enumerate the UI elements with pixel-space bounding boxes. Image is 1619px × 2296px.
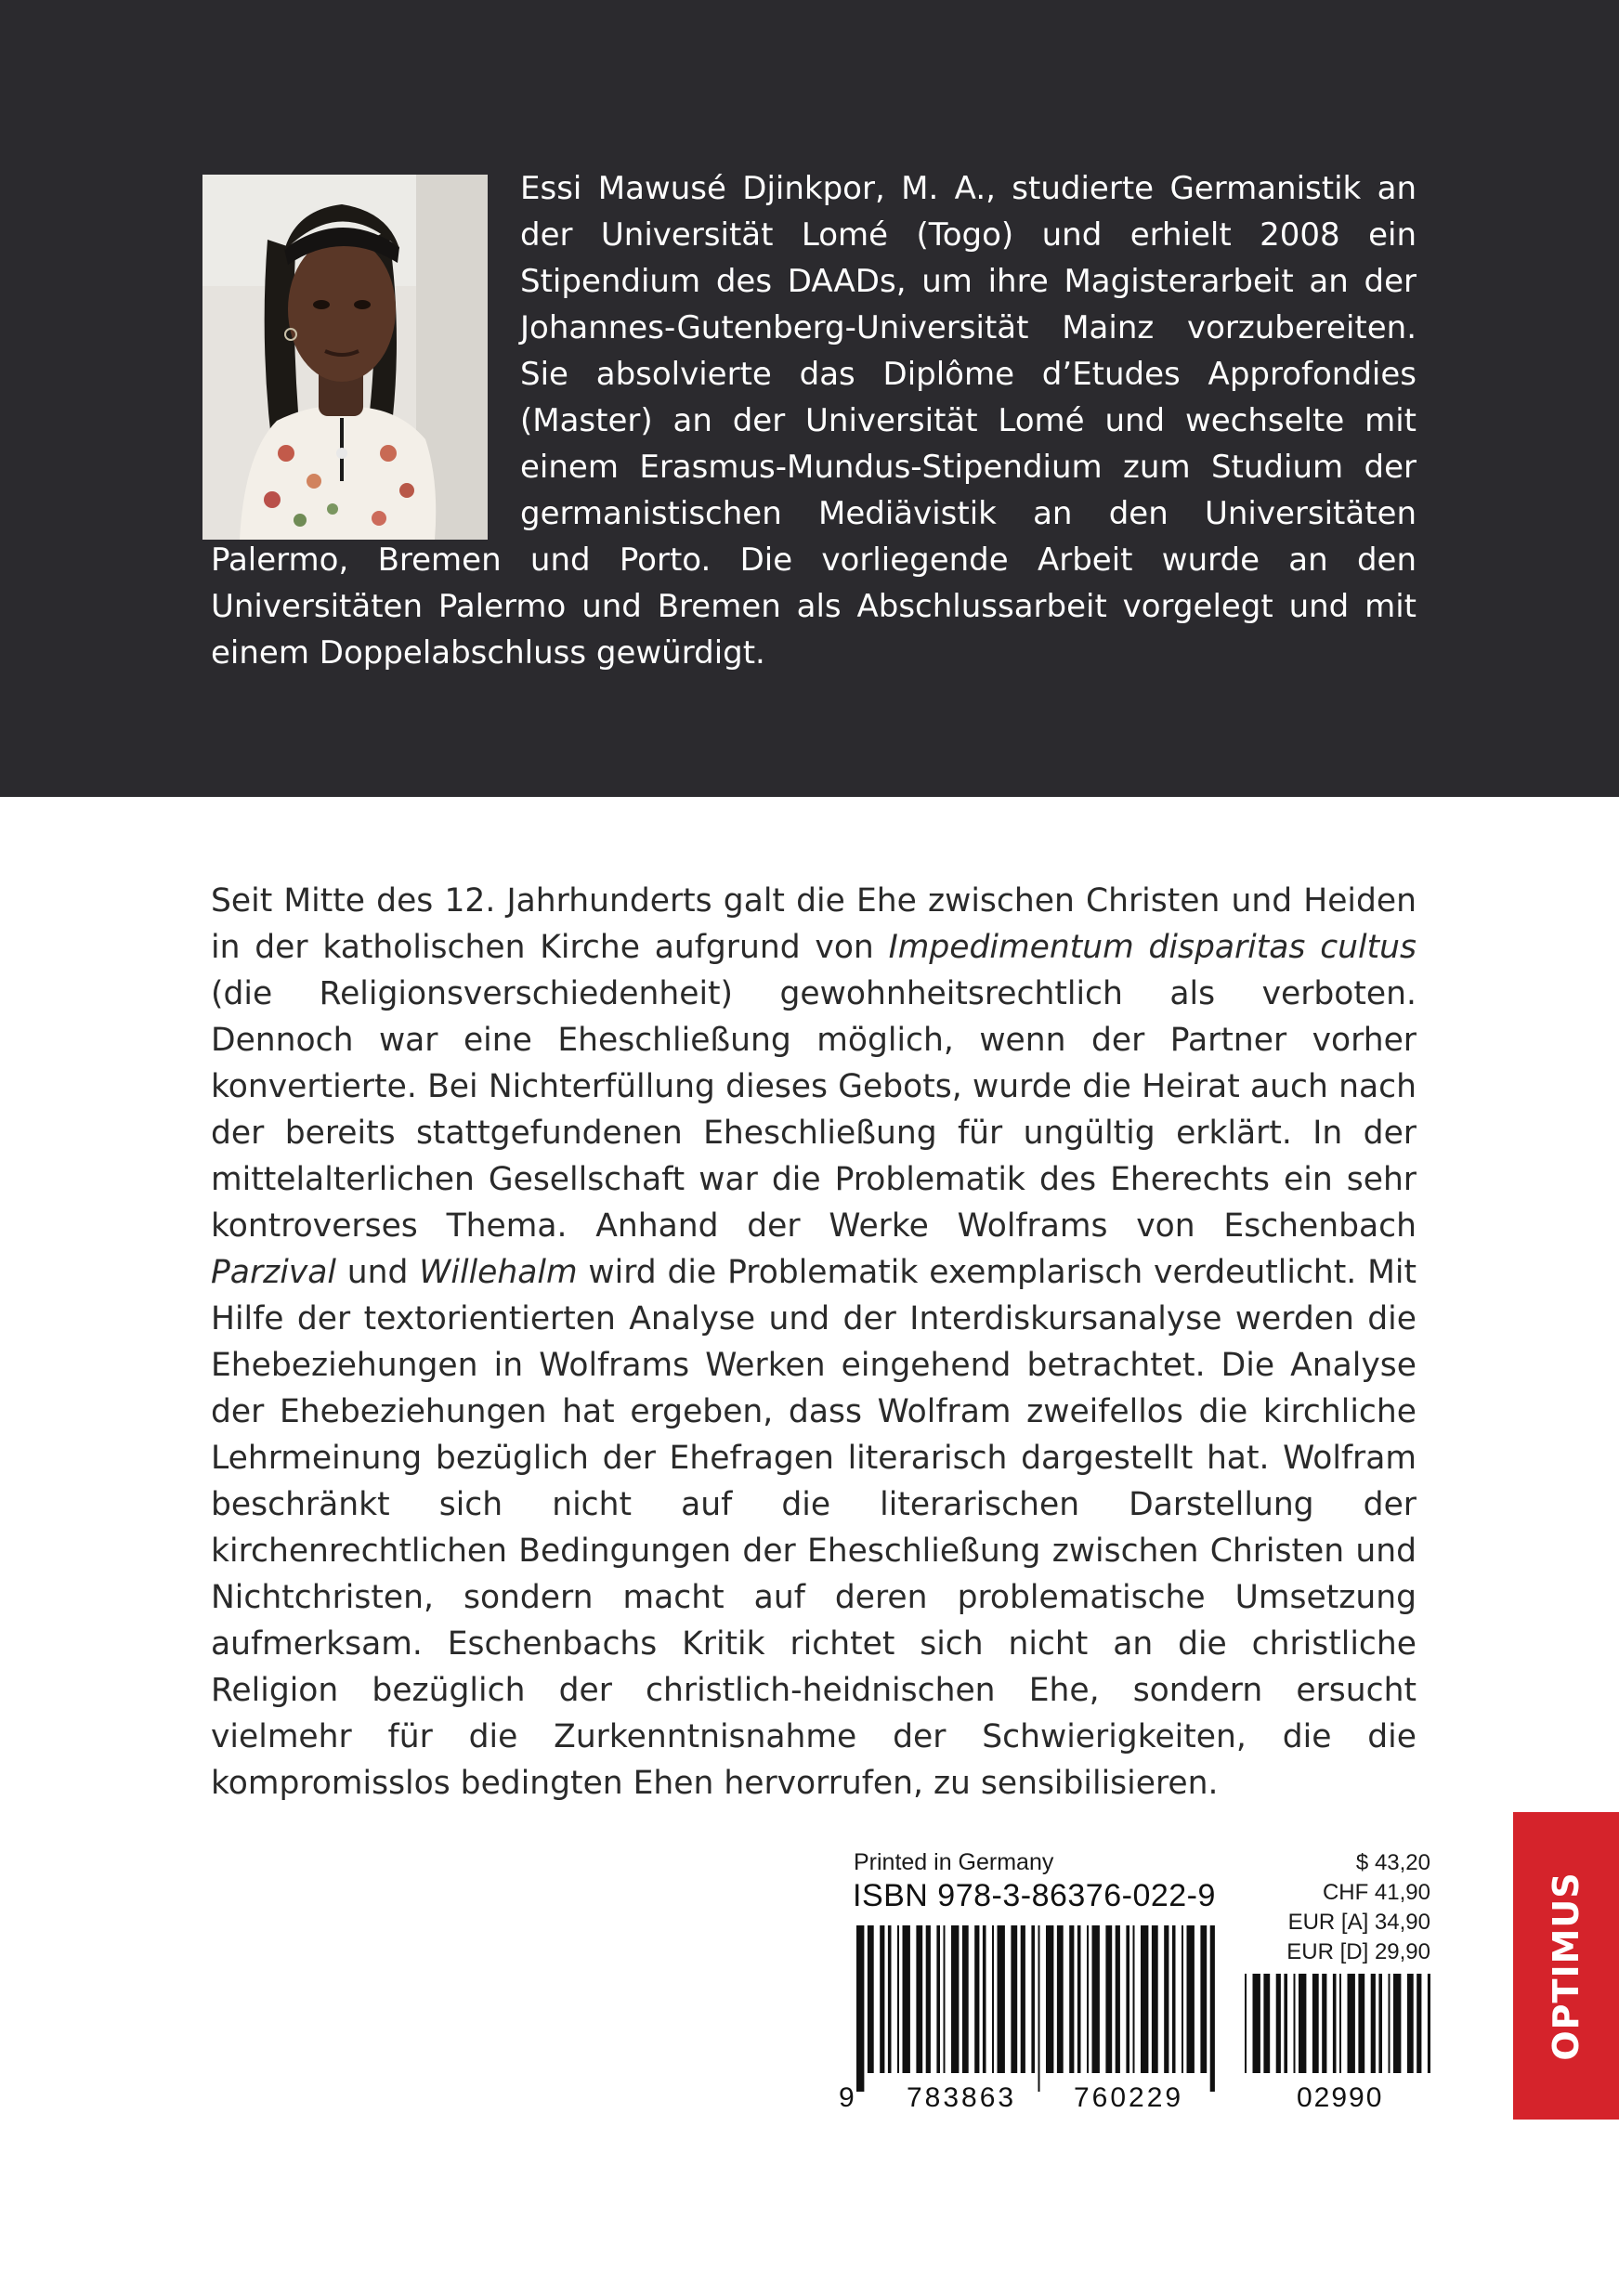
- barcode-bar: [1031, 1925, 1035, 2073]
- description-title-willehalm: Willehalm: [419, 1254, 578, 1291]
- barcode-bar: [916, 1925, 922, 2073]
- barcode-bar: [926, 1925, 931, 2073]
- barcode-bar: [1378, 1974, 1382, 2073]
- barcode-bar: [983, 1925, 986, 2073]
- publisher-logo: OPTIMUS: [1546, 1871, 1586, 2061]
- main-barcode-bars: [856, 1925, 1215, 2092]
- barcode-bar: [1389, 1974, 1391, 2073]
- barcode-bar: [1200, 1925, 1207, 2073]
- description-text-2: (die Religionsverschiedenheit) gewohnheitsrechtlich als verboten. Dennoch war eine Eheschließung möglich, wenn der Partner vorher konvertierte. Bei Nichterfüllung dieses Gebots, wurde die Heirat auch nach der bereits stattgefundenen Eheschließung für ungültig erklärt. In der mittelalterlichen Gesellschaft war die Problematik des Eherechts ein sehr kontroverses Thema. Anhand der Werke Wolframs von Eschenbach: [211, 975, 1417, 1245]
- barcode-bar: [1276, 1974, 1281, 2073]
- barcode-bar: [1322, 1974, 1326, 2073]
- price-chf: CHF 41,90: [1322, 1880, 1430, 1905]
- barcode-bar: [936, 1925, 940, 2073]
- photo-spacer: [211, 165, 520, 537]
- barcode-bar: [1284, 1974, 1287, 2073]
- barcode-bar: [856, 1925, 864, 2092]
- barcode-addon-digits: 02990: [1297, 2082, 1384, 2113]
- barcode-bar: [868, 1925, 874, 2073]
- barcode-bar: [1393, 1974, 1401, 2073]
- barcode-bar: [1348, 1974, 1355, 2073]
- description-text-4: wird die Problematik exemplarisch verdeutlicht. Mit Hilfe der textorientierten Analyse und der Interdiskursanalyse werden die Ehebeziehungen in Wolframs Werken eingehend betrachtet. Die Analyse der Ehebeziehungen hat ergeben, dass Wolfram zweifellos die kirchliche Lehrmeinung bezüglich der Ehefragen literarisch dargestellt hat. Wolfram beschränkt sich nicht auf die literarischen Darstellung der kirchenrechtlichen Bedingungen der Eheschließung zwischen Christen und Nichtchristen, sondern macht auf deren problematische Umsetzung aufmerksam. Eschenbachs Kritik richtet sich nicht an die christliche Religion bezüglich der christlich-heidnischen Ehe, sondern ersucht vielmehr für die Zurkenntnisnahme der Schwierigkeiten, die die kompromisslos bedingten Ehen hervorrufen, zu sensibilisieren.: [211, 1254, 1417, 1802]
- barcode-bar: [1011, 1925, 1017, 2073]
- barcode-bar: [1417, 1974, 1421, 2073]
- barcode-digits-right: 760229: [1074, 2082, 1184, 2113]
- price-eur-germany: EUR [D] 29,90: [1286, 1939, 1430, 1964]
- barcode-bar: [1069, 1925, 1074, 2073]
- barcode-bar: [1172, 1925, 1176, 2073]
- barcode-bar: [1407, 1974, 1414, 2073]
- price-eur-austria: EUR [A] 34,90: [1287, 1910, 1430, 1935]
- barcode-bar: [944, 1925, 946, 2073]
- barcode-bar: [1057, 1925, 1064, 2073]
- addon-barcode-bars: [1245, 1974, 1430, 2073]
- barcode-bar: [1371, 1974, 1376, 2073]
- book-description: [211, 878, 1417, 1807]
- barcode-bar: [1116, 1925, 1120, 2073]
- barcode-bar: [1253, 1974, 1260, 2073]
- barcode-bar: [1245, 1974, 1247, 2073]
- barcode-bar: [992, 1925, 994, 2073]
- barcode-bar: [1294, 1974, 1296, 2073]
- barcode-bar: [903, 1925, 910, 2073]
- barcode-bar: [1087, 1925, 1089, 2073]
- barcode-bar: [1133, 1925, 1135, 2073]
- barcode-bar: [897, 1925, 899, 2073]
- barcode-bar: [1333, 1974, 1337, 2073]
- barcode-bar: [1021, 1925, 1025, 2073]
- barcode-bar: [962, 1925, 969, 2073]
- barcode-bar: [1164, 1925, 1169, 2073]
- barcode-bar: [1339, 1974, 1341, 2073]
- barcode-bar: [998, 1925, 1005, 2073]
- printed-in-label: Printed in Germany: [854, 1849, 1054, 1875]
- barcode-bar: [1312, 1974, 1319, 2073]
- author-bio-text: Essi Mawusé Djinkpor, M. A., studierte Germanistik an der Universität Lomé (Togo) und erhielt 2008 ein Stipendium des DAADs, um ihre Magisterarbeit an der Johannes-Gutenberg-Universität Mainz vorzubereiten. Sie absolvierte das Diplôme d’Etudes Approfondies (Master) an der Universität Lomé und wechselte mit einem Erasmus-Mundus-Stipendium zum Studium der germanistischen Mediävistik an den Universitäten Palermo, Bremen und Porto. Die vorliegende Arbeit wurde an den Universitäten Palermo und Bremen als Abschlussarbeit vorgelegt und mit einem Doppelabschluss gewürdigt.: [211, 170, 1417, 672]
- barcode-bar: [1263, 1974, 1270, 2073]
- barcode-bar: [1077, 1925, 1081, 2073]
- price-usd: $ 43,20: [1355, 1850, 1430, 1875]
- barcode-bar: [880, 1925, 884, 2073]
- barcode-digit-first: 9: [839, 2082, 855, 2113]
- barcode-bar: [1038, 1925, 1040, 2092]
- barcode-bar: [1126, 1925, 1129, 2073]
- barcode-bar: [974, 1925, 979, 2073]
- barcode-bar: [1152, 1925, 1158, 2073]
- author-bio: [211, 165, 1417, 676]
- publisher-tab: [1513, 1812, 1619, 2120]
- barcode-bar: [1105, 1925, 1112, 2073]
- barcode-digits-left: 783863: [907, 2082, 1017, 2113]
- barcode-bar: [1299, 1974, 1306, 2073]
- barcode-bar: [1210, 1925, 1215, 2092]
- description-title-parzival: Parzival: [211, 1254, 336, 1291]
- price-list: [1235, 1848, 1430, 1967]
- description-text-1: Seit Mitte des 12. Jahrhunderts galt die Ehe zwischen Christen und Heiden in der katholischen Kirche aufgrund von: [211, 882, 1417, 966]
- barcode-bar: [1428, 1974, 1430, 2073]
- barcode-bar: [1046, 1925, 1053, 2073]
- barcode-bar: [1358, 1974, 1364, 2073]
- barcode-bar: [951, 1925, 959, 2073]
- isbn-label: ISBN 978-3-86376-022-9: [853, 1878, 1216, 1913]
- description-text-3: und: [335, 1254, 420, 1291]
- barcode-bar: [1187, 1925, 1195, 2073]
- barcode-bar: [888, 1925, 892, 2073]
- barcode-bar: [1092, 1925, 1100, 2073]
- barcode-bar: [1182, 1925, 1183, 2073]
- description-latin-term: Impedimentum disparitas cultus: [888, 929, 1417, 966]
- barcode-bar: [1141, 1925, 1148, 2073]
